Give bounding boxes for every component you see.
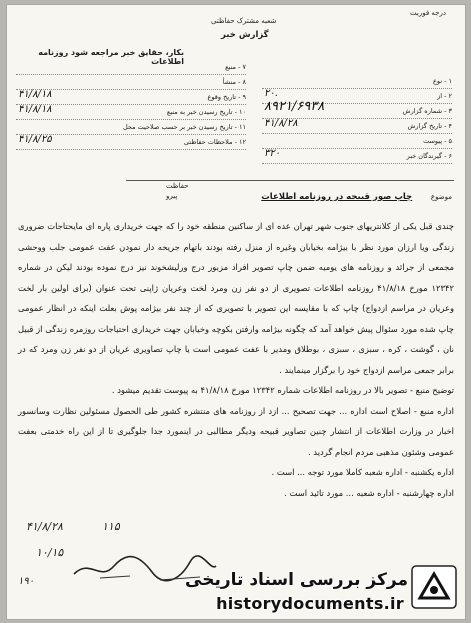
form-row: ۱ - نوع (262, 74, 452, 89)
body-paragraph: چندی قبل یکی از کلانتریهای جنوب شهر تهران عده ای از ساکنین منطقه خود را که جهت خریداری پاره ای مایحتاجات ضروری زندگی ویا ارزان مورد نظر با بیژامه بخیابان وغیره از منزل رفته بودند باتهام جریحه دار نمودن عفت عمومی جلب ووحشی مجمعی از جرائد و روزنامه های یومیه ضمن چاپ تصویر افراد مزبور درج ورلیشخوند نیز درج نموده بودند لیکن در شماره ۱۲۳۴۲ مورخ ۴۱/۸/۱۸ روزنامه اطلاعات تصویری از دو نفر زن ومرد لخت وعریان ژاپنی تحت عنوان (برای اولین بار لخت وعریان در مراسم ازدواج) چاپ که با مقایسه این تصویر با تصویری که از چند نفر بیژامه پوش بعلت اینکه در انظار عمومی چاپ شده مورد سئوال پیش خواهد آمد که چگونه بیژامه وارفتن بکوچه وخیابان جهت خریداری احتیاجات روزمره زندگی از قبیل نان ، گوشت ، کره ، سبزی ، سبزی ، بوطلاق ومدیر با عفت عمومی است یا چاپ تصاویری عریان از دو نفر زن ومرد که در برابر جمعی مراسم ازدواج خود را برگزار مینمایند . (18, 221, 455, 375)
form-row: ۵ - پیوست (262, 134, 452, 149)
handwritten-number: ۱۱۵ (102, 520, 120, 533)
form-row: ۷ - منبع (16, 60, 246, 75)
form-row: ۴ - تاریخ گزارش ۴۱/۸/۲۸ (262, 119, 452, 134)
form-row: ۹ - تاریخ وقوع ۴۱/۸/۱۸ (16, 90, 246, 105)
subject-label: موضوع (430, 193, 452, 201)
form-fields-left (16, 60, 246, 150)
handwritten-date: ۱۰/۱۵ (36, 546, 64, 559)
protection-label: حفاظت (166, 182, 189, 190)
urgency-label: درجه فوریت (410, 9, 446, 17)
subject-line (22, 192, 452, 208)
body-paragraph: اداره چهارشنبه - اداره شعبه ... مورد تائید است . (284, 487, 454, 498)
body-paragraph: اداره یکشنبه - اداره شعبه کاملا مورد توجه ... است . (271, 467, 454, 477)
department-label: شعبه مشترک حفاظتی (211, 17, 277, 25)
followup-label: پیرو (166, 192, 178, 200)
report-title: گزارش خبر (221, 30, 269, 40)
body-paragraph: توضیح منبع - تصویر بالا در روزنامه اطلاعات شماره ۱۲۳۴۲ مورخ ۴۱/۸/۱۸ به پیوست تقدیم میشود . (111, 385, 454, 395)
form-row: ۱۲ - ملاحظات حفاظتی ۴۱/۸/۲۵ (16, 135, 246, 150)
watermark-title: مرکز بررسی اسناد تاریخی (185, 570, 408, 590)
section-divider (126, 180, 454, 181)
handwritten-date: ۴۱/۸/۲۸ (26, 520, 63, 533)
document-page (6, 4, 466, 620)
form-row: ۲ - از ۲۰. (262, 89, 452, 104)
archive-logo-icon (410, 564, 458, 610)
watermark-url: historydocuments.ir (216, 594, 404, 613)
form-row: ۶ - گیرندگان خبر ۳۲۰ (262, 149, 452, 164)
form-fields-right (262, 74, 452, 164)
left-header-note: بکار، حقایق خبر مراجعه شود روزنامه اطلاعات (38, 48, 184, 66)
form-row: ۳ - شماره گزارش ۸۹۲۱/۶۹۳۸ (262, 104, 452, 119)
report-body (18, 216, 454, 503)
body-paragraph: اداره منبع - اصلاح است اداره ... جهت تصحیح ... ازد از روزنامه های منتشره کشور طی الحصول مسئولین نظارت وسانسور اخبار در وزارت اطلاعات از انتشار چنین تصاویر قبیحه ودیگر مطالبی در اینمورد جدا جلوگیری تا از این راه خدمتی بعفت عمومی وشئون مذهبی مردم انجام گردید . (18, 405, 454, 457)
form-row: ۱۱ - تاریخ رسیدن خبر بر حسب صلاحیت محل (16, 120, 246, 135)
subject-text: چاپ صور قبیحه در روزنامه اطلاعات (261, 192, 413, 202)
form-row: ۸ - منشأ (16, 75, 246, 90)
form-row: ۱۰ - تاریخ رسیدن خبر به منبع ۴۱/۸/۱۸ (16, 105, 246, 120)
handwritten-note: ۱۹۰ (18, 576, 35, 587)
